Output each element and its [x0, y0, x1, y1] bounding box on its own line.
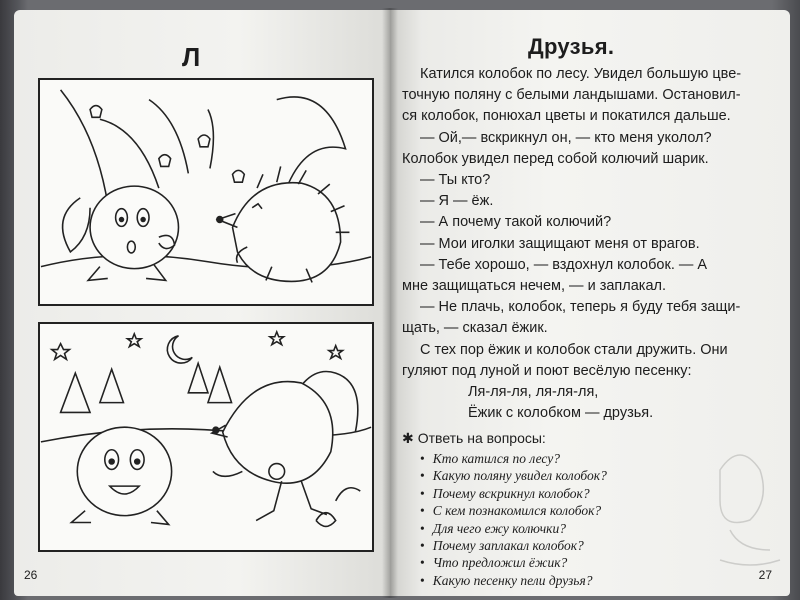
show-through-drawing [700, 430, 790, 580]
question-item: • Какую поляну увидел колобок? [420, 467, 740, 484]
questions-heading-text: Ответь на вопросы: [417, 430, 546, 446]
story-line: — Я — ёж. [420, 193, 494, 210]
page-letter: Л [182, 42, 201, 72]
question-item: • С кем познакомился колобок? [420, 502, 740, 519]
story-line: — Ты кто? [420, 172, 491, 189]
story-line: С тех пор ёжик и колобок стали дружить. Они [420, 341, 728, 358]
story-line: ся колобок, понюхал цветы и покатился дальше. [402, 108, 731, 125]
story-title: Друзья. [528, 34, 615, 59]
story-line: Колобок увидел перед собой колючий шарик. [402, 150, 709, 167]
story-line: — Тебе хорошо, — вздохнул колобок. — А [420, 256, 708, 273]
question-item: • Почему вскрикнул колобок? [420, 485, 740, 502]
question-item: • Почему заплакал колобок? [420, 537, 740, 554]
kolobok-meets-hedgehog-drawing [40, 80, 372, 304]
poem-line: Ля-ля-ля, ля-ля-ля, [468, 384, 599, 401]
illustration-moonlit-song [38, 322, 374, 552]
story-line: мне защищаться нечем, — и заплакал. [402, 278, 667, 295]
question-item: • Кто катился по лесу? [420, 450, 740, 467]
question-item: • Что предложил ёжик? [420, 554, 740, 571]
question-item: • Для чего ежу колючки? [420, 520, 740, 537]
question-item: • Какую песенку пели друзья? [420, 572, 740, 589]
story-line: — А почему такой колючий? [420, 214, 612, 231]
illustration-lilies-meeting [38, 78, 374, 306]
story-line: — Ой,— вскрикнул он, — кто меня уколол? [420, 129, 712, 146]
story-line: точную поляну с белыми ландышами. Остановил- [402, 87, 741, 104]
poem-line: Ёжик с колобком — друзья. [468, 405, 654, 422]
page-number-right: 27 [758, 568, 772, 582]
left-page [14, 10, 390, 596]
story-line: Катился колобок по лесу. Увидел большую цве- [420, 66, 742, 82]
story-line: — Мои иголки защищают меня от врагов. [420, 235, 700, 252]
story-line: щать, — сказал ёжик. [402, 320, 548, 337]
friends-singing-drawing [40, 324, 372, 550]
asterisk-icon: ✱ [402, 430, 414, 446]
book-spine [382, 8, 398, 598]
story-line: гуляют под луной и поют весёлую песенку: [402, 362, 692, 379]
story-text [402, 64, 774, 424]
page-number-left: 26 [24, 568, 38, 582]
questions-list [420, 450, 740, 589]
right-page [390, 10, 790, 596]
questions-heading [402, 430, 546, 447]
story-line: — Не плачь, колобок, теперь я буду тебя защи- [420, 299, 741, 316]
